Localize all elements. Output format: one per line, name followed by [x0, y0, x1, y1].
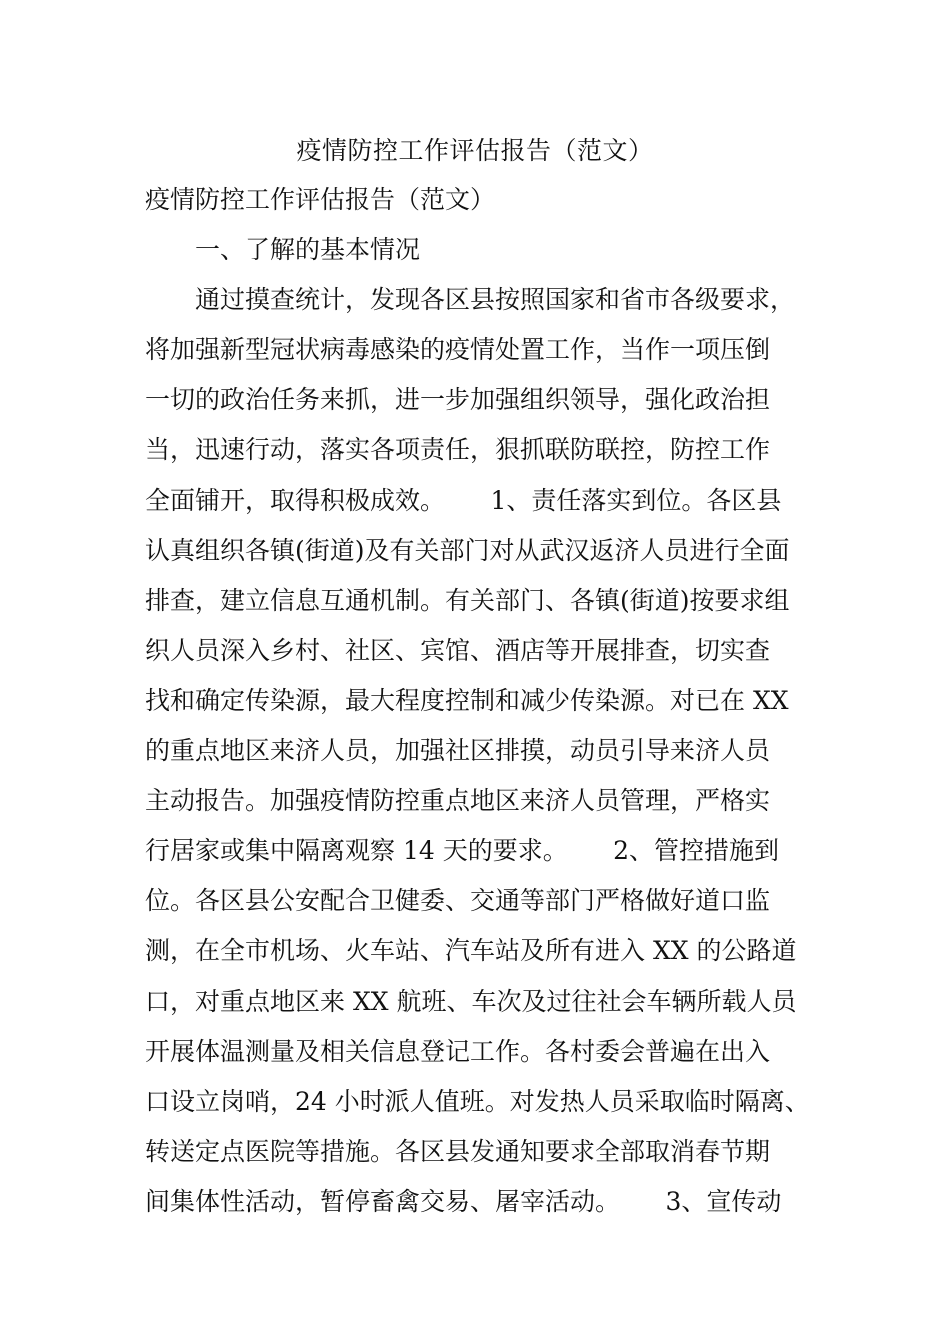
body-line: 全面铺开，取得积极成效。 1、责任落实到位。各区县 — [145, 485, 782, 515]
document-body — [145, 180, 825, 1232]
body-line: 行居家或集中隔离观察 14 天的要求。 2、管控措施到 — [145, 836, 780, 866]
body-line: 测，在全市机场、火车站、汽车站及所有进入 XX 的公路道 — [145, 936, 797, 966]
body-line: 通过摸查统计，发现各区县按照国家和省市各级要求， — [145, 285, 796, 315]
body-line: 的重点地区来济人员，加强社区排摸，动员引导来济人员 — [145, 736, 771, 766]
body-line: 疫情防控工作评估报告（范文） — [145, 185, 496, 214]
body-line: 排查，建立信息互通机制。有关部门、各镇(街道)按要求组 — [145, 585, 790, 615]
body-line: 转送定点医院等措施。各区县发通知要求全部取消春节期 — [145, 1136, 771, 1166]
body-line: 认真组织各镇(街道)及有关部门对从武汉返济人员进行全面 — [145, 535, 790, 565]
body-line: 一、了解的基本情况 — [145, 235, 421, 265]
document-title: 疫情防控工作评估报告（范文） — [296, 136, 654, 165]
body-line: 口设立岗哨，24 小时派人值班。对发热人员采取临时隔离、 — [145, 1086, 810, 1116]
body-line: 主动报告。加强疫情防控重点地区来济人员管理，严格实 — [145, 786, 771, 816]
body-line: 间集体性活动，暂停畜禽交易、屠宰活动。 3、宣传动 — [145, 1186, 782, 1216]
body-line: 位。各区县公安配合卫健委、交通等部门严格做好道口监 — [145, 886, 771, 916]
body-line: 织人员深入乡村、社区、宾馆、酒店等开展排查，切实查 — [145, 635, 771, 665]
body-line: 找和确定传染源，最大程度控制和减少传染源。对已在 XX — [145, 685, 789, 715]
body-line: 口，对重点地区来 XX 航班、车次及过往社会车辆所载人员 — [145, 986, 797, 1016]
body-line: 将加强新型冠状病毒感染的疫情处置工作，当作一项压倒 — [145, 335, 771, 365]
body-line: 一切的政治任务来抓，进一步加强组织领导，强化政治担 — [145, 385, 771, 415]
body-line: 开展体温测量及相关信息登记工作。各村委会普遍在出入 — [145, 1036, 771, 1066]
body-line: 当，迅速行动，落实各项责任，狠抓联防联控，防控工作 — [145, 435, 771, 465]
